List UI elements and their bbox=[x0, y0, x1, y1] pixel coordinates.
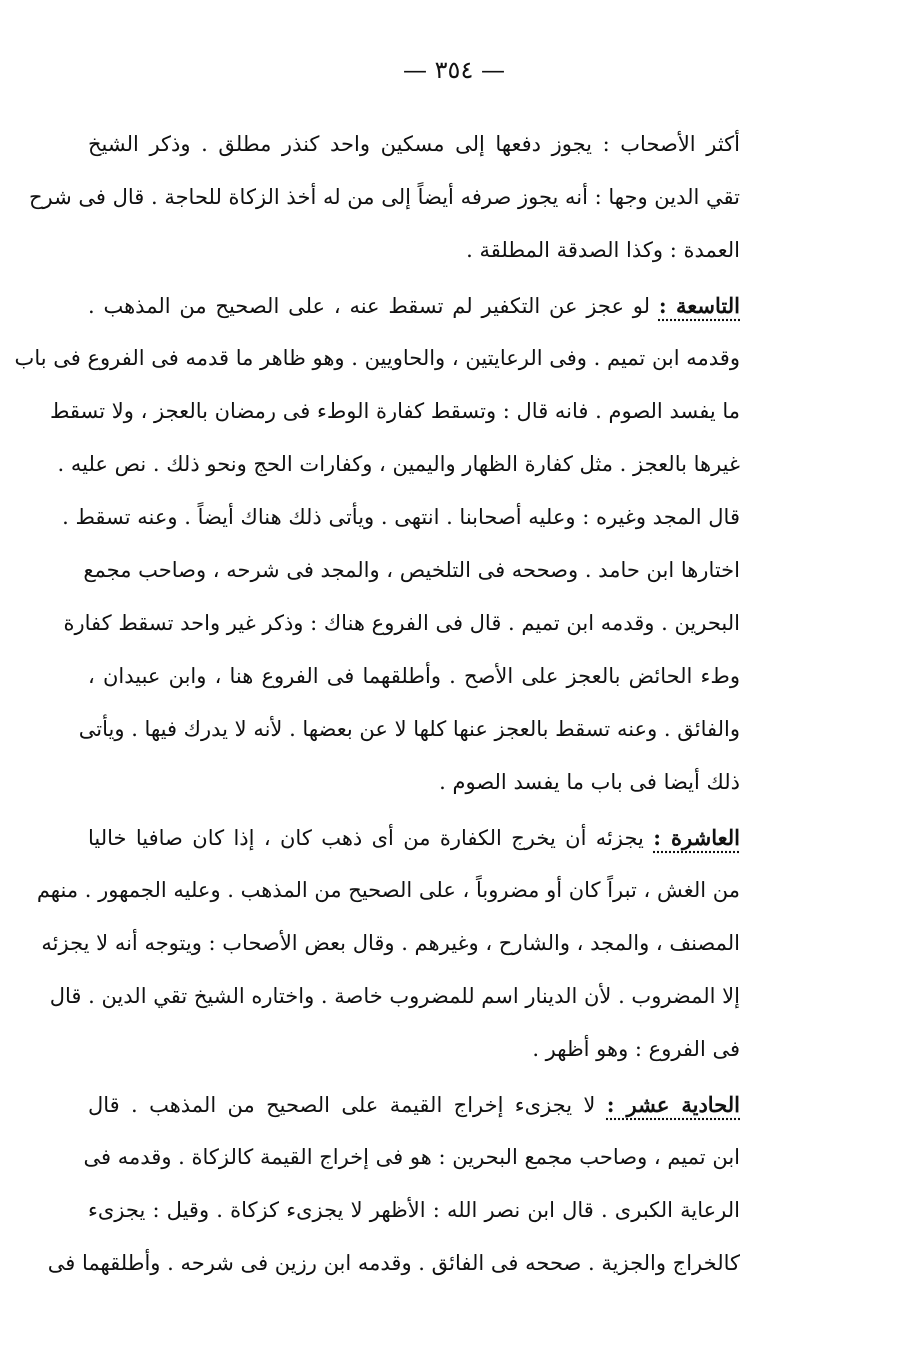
line-text: المصنف ، والمجد ، والشارح ، وغيرهم . وقال بعض الأصحاب : ويتوجه أنه لا يجزئه bbox=[41, 931, 740, 955]
text-line bbox=[88, 650, 740, 703]
line-text: البحرين . وقدمه ابن تميم . قال فى الفروع هناك : وذكر غير واحد تسقط كفارة bbox=[63, 611, 740, 635]
page-number: — ٣٥٤ — bbox=[403, 56, 505, 84]
text-line bbox=[47, 1237, 740, 1290]
line-text: أكثر الأصحاب : يجوز دفعها إلى مسكين واحد كنذر مطلق . وذكر الشيخ bbox=[88, 132, 740, 156]
line-text: ابن تميم ، وصاحب مجمع البحرين : هو فى إخراج القيمة كالزكاة . وقدمه فى bbox=[83, 1145, 740, 1169]
line-text: إلا المضروب . لأن الدينار اسم للمضروب خاصة . واختاره الشيخ تقي الدين . قال bbox=[49, 984, 740, 1008]
text-line bbox=[62, 491, 740, 544]
section-heading-ninth: التاسعة : bbox=[658, 293, 740, 318]
section-line bbox=[88, 1078, 740, 1131]
text-line bbox=[88, 756, 740, 809]
text-line bbox=[49, 385, 740, 438]
line-text: لو عجز عن التكفير لم تسقط عنه ، على الصحيح من المذهب . bbox=[88, 294, 651, 318]
text-line bbox=[88, 1023, 740, 1076]
text-line bbox=[63, 597, 740, 650]
line-text: اختارها ابن حامد . وصححه فى التلخيص ، والمجد فى شرحه ، وصاحب مجمع bbox=[83, 558, 740, 582]
section-heading-tenth: العاشرة : bbox=[653, 825, 740, 850]
text-line bbox=[57, 438, 740, 491]
body-text bbox=[14, 118, 740, 1290]
text-line bbox=[88, 1184, 740, 1237]
section-line bbox=[88, 811, 740, 864]
line-text: وقدمه ابن تميم . وفى الرعايتين ، والحاويين . وهو ظاهر ما قدمه فى الفروع فى باب bbox=[14, 346, 740, 370]
section-line bbox=[88, 279, 740, 332]
line-text: قال المجد وغيره : وعليه أصحابنا . انتهى . ويأتى ذلك هناك أيضاً . وعنه تسقط . bbox=[62, 505, 740, 529]
line-text: ذلك أيضا فى باب ما يفسد الصوم . bbox=[439, 770, 740, 794]
line-text: كالخراج والجزية . صححه فى الفائق . وقدمه ابن رزين فى شرحه . وأطلقهما فى bbox=[47, 1251, 740, 1275]
text-line bbox=[83, 544, 740, 597]
line-text: الرعاية الكبرى . قال ابن نصر الله : الأظهر لا يجزىء كزكاة . وقيل : يجزىء bbox=[88, 1198, 740, 1222]
text-line bbox=[88, 224, 740, 277]
line-text: فى الفروع : وهو أظهر . bbox=[532, 1037, 740, 1061]
line-text: تقي الدين وجها : أنه يجوز صرفه أيضاً إلى من له أخذ الزكاة للحاجة . قال فى شرح bbox=[28, 185, 740, 209]
text-line bbox=[78, 703, 740, 756]
text-line bbox=[41, 917, 740, 970]
line-text: من الغش ، تبراً كان أو مضروباً ، على الصحيح من المذهب . وعليه الجمهور . منهم bbox=[36, 878, 740, 902]
line-text: يجزئه أن يخرج الكفارة من أى ذهب كان ، إذا كان صافيا خاليا bbox=[88, 826, 644, 850]
line-text: غيرها بالعجز . مثل كفارة الظهار واليمين ، وكفارات الحج ونحو ذلك . نص عليه . bbox=[57, 452, 740, 476]
text-line bbox=[14, 332, 740, 385]
text-line bbox=[83, 1131, 740, 1184]
text-line bbox=[28, 171, 740, 224]
text-line bbox=[36, 864, 740, 917]
text-line bbox=[49, 970, 740, 1023]
section-heading-eleventh: الحادية عشر : bbox=[606, 1092, 740, 1117]
line-text: لا يجزىء إخراج القيمة على الصحيح من المذهب . قال bbox=[88, 1093, 596, 1117]
line-text: ما يفسد الصوم . فانه قال : وتسقط كفارة الوطء فى رمضان بالعجز ، ولا تسقط bbox=[49, 399, 740, 423]
text-line bbox=[88, 118, 740, 171]
line-text: وطء الحائض بالعجز على الأصح . وأطلقهما فى الفروع هنا ، وابن عبيدان ، bbox=[88, 664, 740, 688]
line-text: والفائق . وعنه تسقط بالعجز عنها كلها لا عن بعضها . لأنه لا يدرك فيها . ويأتى bbox=[78, 717, 740, 741]
line-text: العمدة : وكذا الصدقة المطلقة . bbox=[466, 238, 740, 262]
